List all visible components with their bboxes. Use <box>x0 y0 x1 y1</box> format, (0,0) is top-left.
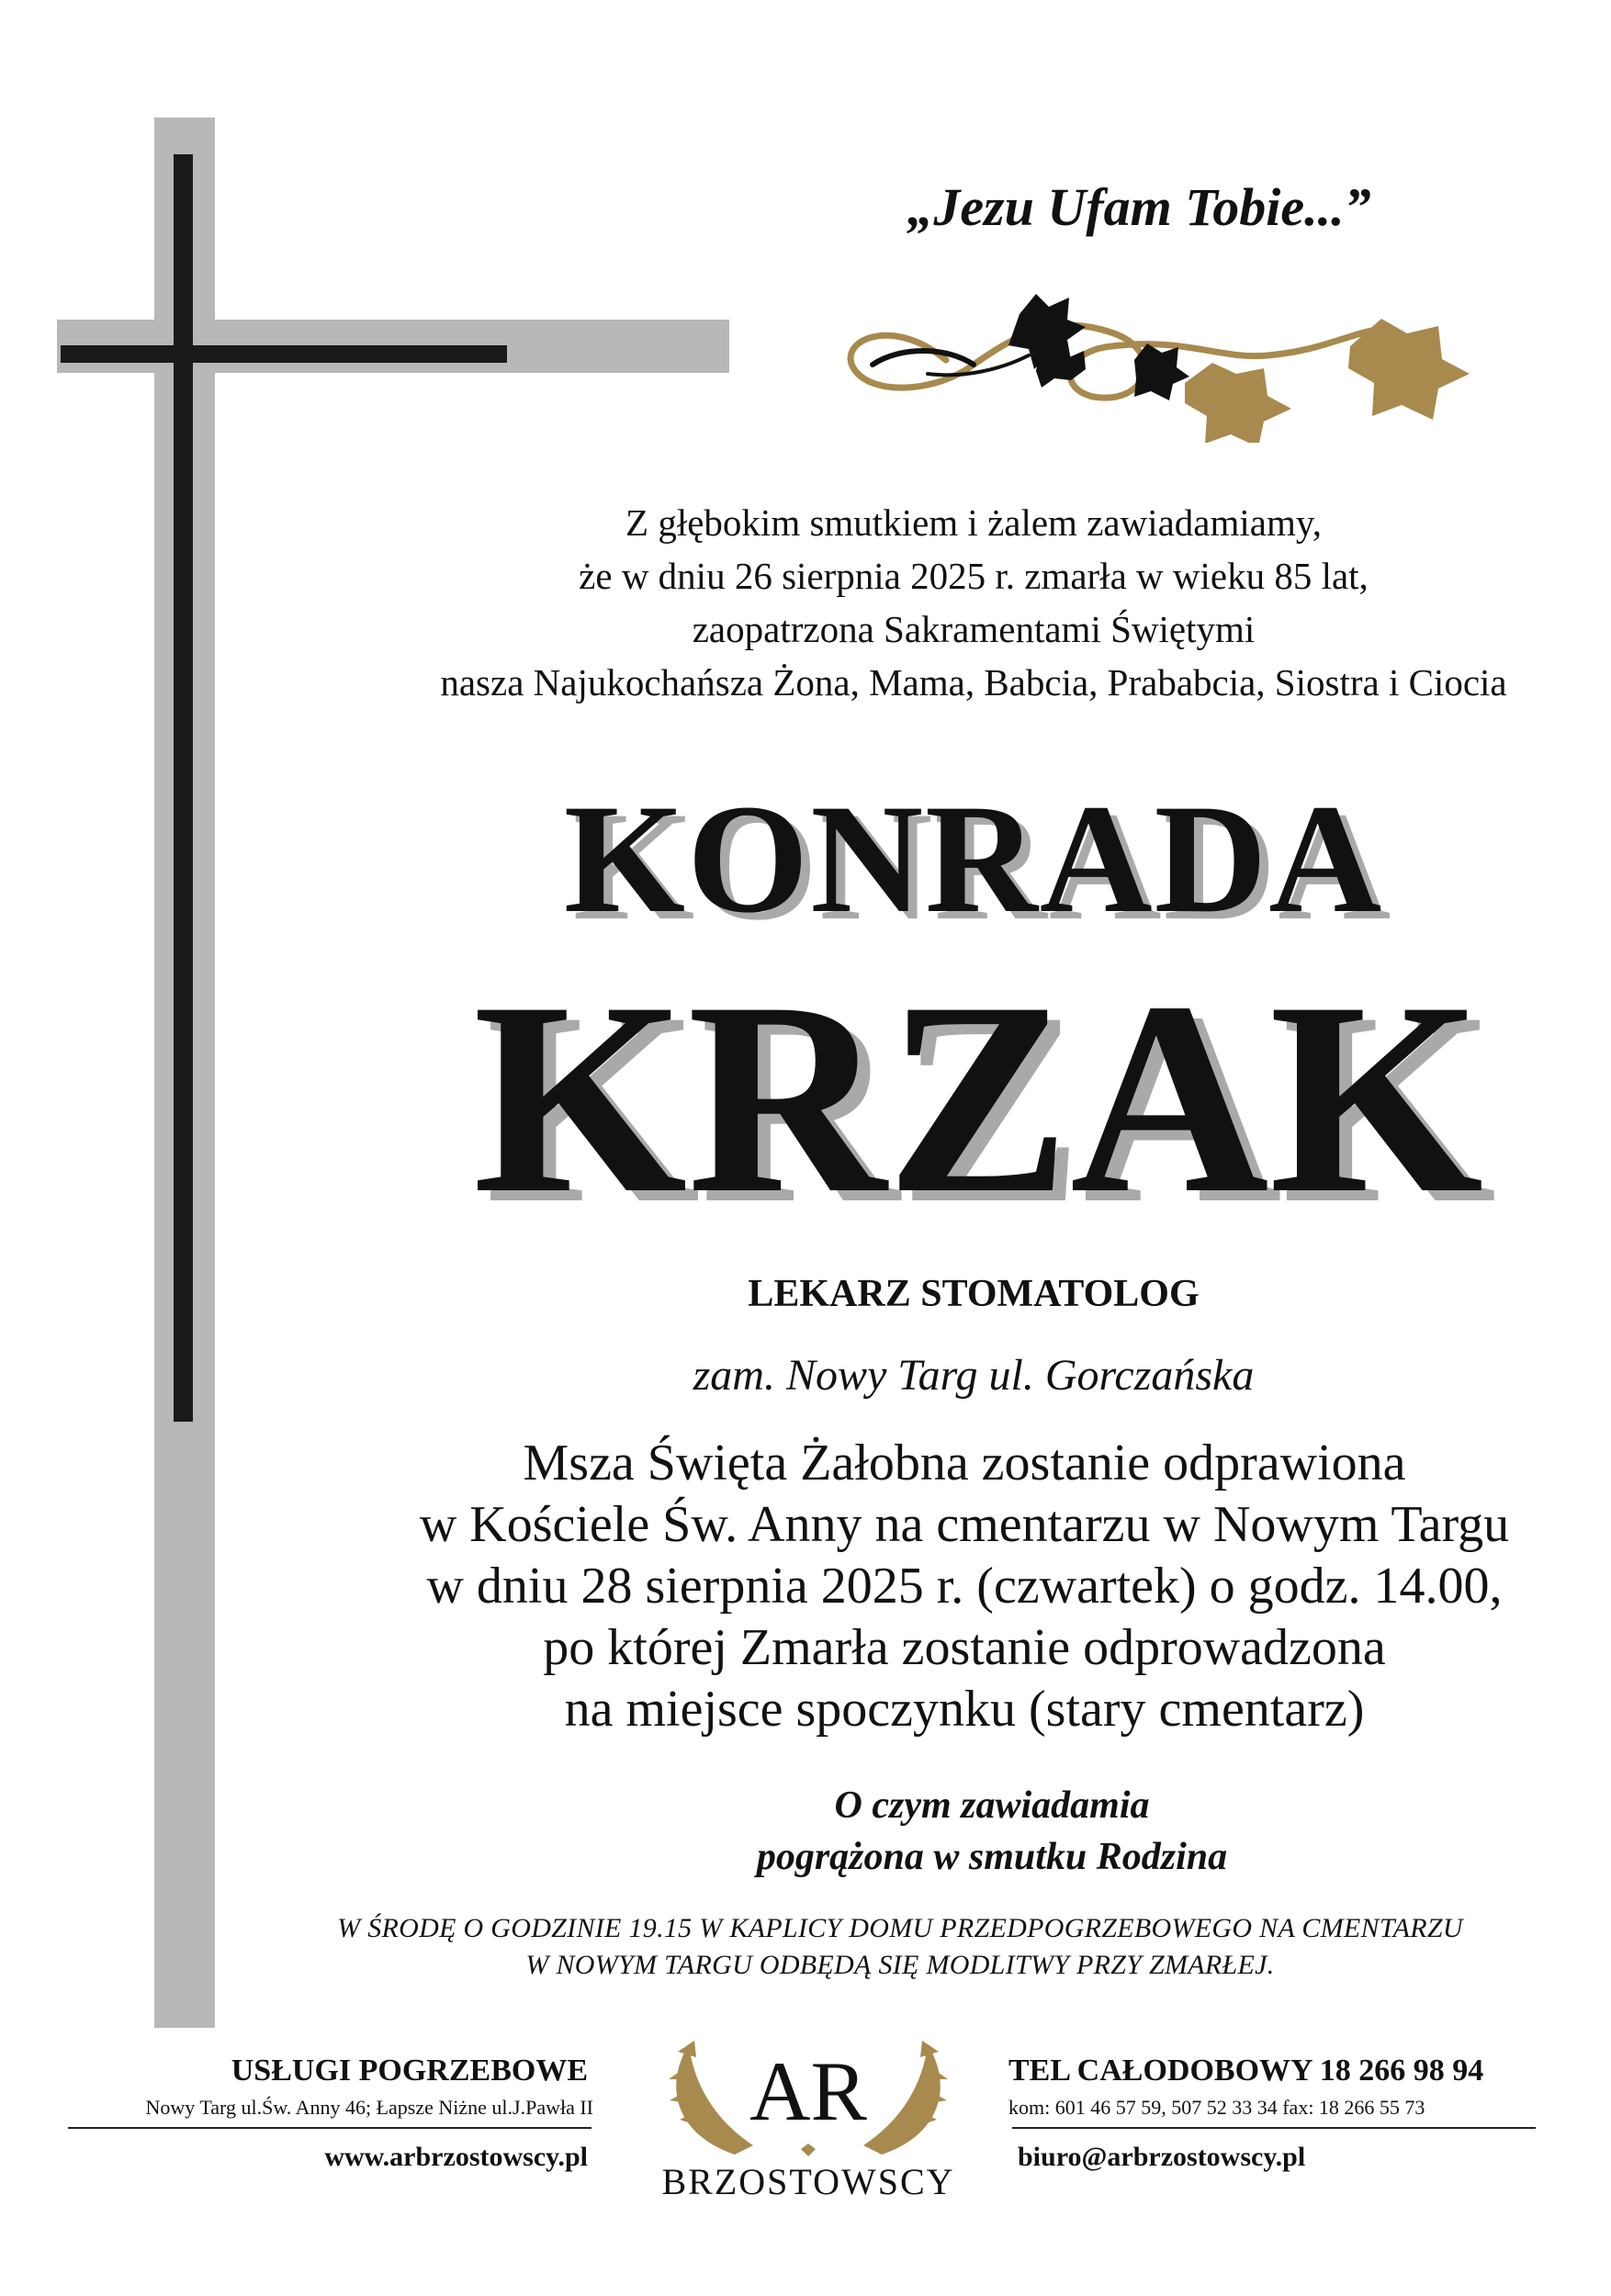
prayer-line: W ŚRODĘ O GODZINIE 19.15 W KAPLICY DOMU PRZEDPOGRZEBOWEGO NA CMENTARZU <box>337 1913 1463 1943</box>
motto: „Jezu Ufam Tobie...” <box>907 177 1371 237</box>
profession: LEKARZ STOMATOLOG <box>748 1273 1200 1315</box>
residence-address: zam. Nowy Targ ul. Gorczańska <box>693 1351 1255 1400</box>
funeral-services-title: USŁUGI POGRZEBOWE <box>231 2054 588 2088</box>
footer-divider-right <box>1012 2127 1536 2129</box>
announcement-intro <box>331 496 1611 709</box>
closing-line: O czym zawiadamia <box>834 1784 1150 1827</box>
prayer-note <box>257 1910 1543 1984</box>
vine-ornament-icon <box>836 277 1479 443</box>
logo-initials: AR <box>749 2044 867 2138</box>
phone-24h: TEL CAŁODOBOWY 18 266 98 94 <box>1008 2054 1484 2088</box>
footer-divider-left <box>68 2127 591 2129</box>
contact-numbers: kom: 601 46 57 59, 507 52 33 34 fax: 18 266 55 73 <box>1008 2096 1425 2119</box>
mass-line: po której Zmarła zostanie odprowadzona <box>543 1619 1386 1676</box>
funeral-mass-info <box>303 1433 1611 1740</box>
mass-line: w dniu 28 sierpnia 2025 r. (czwartek) o godz. 14.00, <box>426 1558 1503 1615</box>
intro-line: że w dniu 26 sierpnia 2025 r. zmarła w wieku 85 lat, <box>579 555 1369 597</box>
mass-line: w Kościele Św. Anny na cmentarzu w Nowym Targu <box>419 1496 1510 1553</box>
ar-brzostowscy-logo-icon <box>625 2017 992 2164</box>
funeral-services-address: Nowy Targ ul.Św. Anny 46; Łapsze Niżne ul.J.Pawła II <box>145 2096 593 2119</box>
cross-horizontal-beam <box>61 345 507 363</box>
deceased-first-name: KONRADA <box>563 772 1384 945</box>
logo-name: BRZOSTOWSCY <box>661 2161 955 2202</box>
cross-vertical-beam <box>174 154 193 1422</box>
website-link[interactable]: www.arbrzostowscy.pl <box>324 2142 588 2172</box>
email-link[interactable]: biuro@arbrzostowscy.pl <box>1018 2142 1306 2172</box>
mass-line: na miejsce spoczynku (stary cmentarz) <box>564 1681 1365 1738</box>
intro-line: Z głębokim smutkiem i żalem zawiadamiamy, <box>625 501 1322 544</box>
closing-line: pogrążona w smutku Rodzina <box>756 1836 1228 1878</box>
intro-line: zaopatrzona Sakramentami Świętymi <box>692 608 1256 650</box>
intro-line: nasza Najukochańsza Żona, Mama, Babcia, Prababcia, Siostra i Ciocia <box>440 661 1507 703</box>
mass-line: Msza Święta Żałobna zostanie odprawiona <box>523 1435 1406 1491</box>
prayer-line: W NOWYM TARGU ODBĘDĄ SIĘ MODLITWY PRZY ZMARŁEJ. <box>525 1950 1275 1980</box>
family-closing <box>349 1780 1611 1883</box>
deceased-last-name: KRZAK <box>472 945 1484 1250</box>
